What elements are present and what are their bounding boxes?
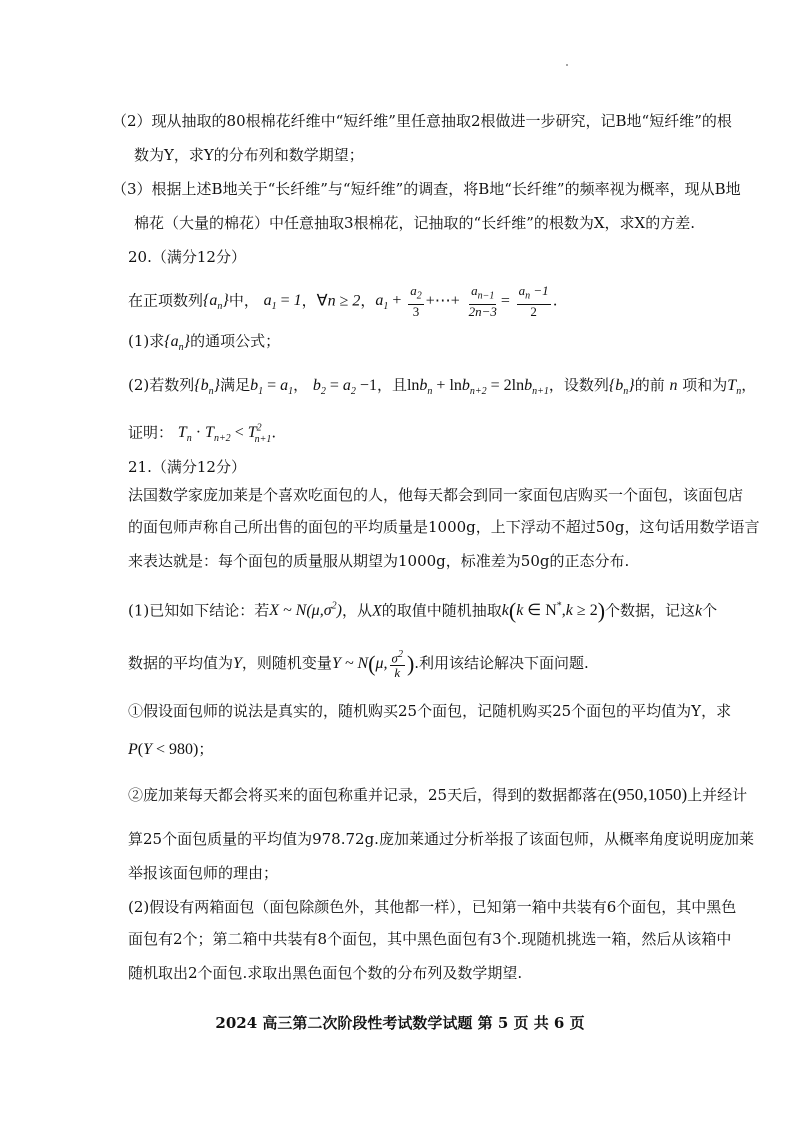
q20-part1-suffix: 的通项公式； bbox=[190, 332, 281, 350]
q20-header: 20.（满分12分） bbox=[128, 248, 246, 266]
q21-para1-line3: 来表达就是：每个面包的质量服从期望为1000g，标准差为50g的正态分布. bbox=[128, 552, 630, 570]
q20-intro-prefix: 在正项数列 bbox=[128, 291, 204, 310]
q21-c2-interval: (950,1050) bbox=[612, 785, 688, 804]
q20-intro: 在正项数列$\{a_n\}$中， $a_1 = 1$，∀n ≥ 2，$a_1$ + $\frac{a_2}{3}$ +⋯+ $\frac{a_{n-1}}{2n-3}$ = $\frac{a_n -1}{2}$ . bbox=[128, 283, 558, 319]
q20-part2-mid5: 项和为 bbox=[682, 376, 728, 394]
q21-p1-mid2: 的取值中随机抽取 bbox=[381, 601, 502, 620]
q21-p1-mid1: ，从 bbox=[341, 601, 372, 620]
q20-part1: (1)求$\{a_n\}$的通项公式； bbox=[128, 332, 281, 354]
q21-p2-line1: (2)假设有两箱面包（面包除颜色外，其他都一样），已知第一箱中共装有6个面包，其中黑色 bbox=[128, 898, 737, 916]
q21-p1-mid3: 个数据，记这 bbox=[605, 601, 696, 620]
q21-c1-line2-end: ； bbox=[198, 740, 214, 758]
q21-p1-line1: (1)已知如下结论：若X ~ $N(\mu,\sigma^2)$，从X的取值中随机抽取k(k ∈ N*,k ≥ 2)个数据，记这k个 bbox=[128, 598, 718, 624]
q20-part2: (2)若数列$\{b_n\}$满足$b_1 = a_1$， $b_2 = a_2 -1$，且lnb$_n$ + lnb$_{n+2}$ = 2lnb$_{n+1}$，设数列$\{b_n\}$的前 n 项和为$T_n$， bbox=[128, 376, 757, 398]
q21-p1b-prefix: 数据的平均值为 bbox=[128, 654, 234, 673]
q19-part2-line1: （2）现从抽取的80根棉花纤维中“短纤维”里任意抽取2根做进一步研究，记B地“短纤维”的根 bbox=[112, 112, 732, 130]
page-footer: 2024 高三第二次阶段性考试数学试题 第 5 页 共 6 页 bbox=[215, 1014, 585, 1032]
q19-part2-line2: 数为Y，求Y的分布列和数学期望； bbox=[134, 146, 364, 164]
q20-part2-mid3: ，设数列 bbox=[548, 376, 609, 394]
q19-part3-line2: 棉花（大量的棉花）中任意抽取3根棉花，记抽取的“长纤维”的根数为X，求X的方差. bbox=[134, 214, 696, 232]
q19-part3-line1: （3）根据上述B地关于“长纤维”与“短纤维”的调查，将B地“长纤维”的频率视为概率，现从B地 bbox=[112, 180, 741, 198]
q20-prove-label: 证明： bbox=[128, 423, 174, 442]
q20-part1-prefix: (1)求 bbox=[128, 332, 165, 350]
q21-c2-line2: 算25个面包质量的平均值为978.72g.庞加莱通过分析举报了该面包师，从概率角度说明庞加莱 bbox=[128, 830, 754, 848]
q20-part2-mid2: ，且 bbox=[376, 376, 407, 394]
scan-speck bbox=[566, 64, 568, 66]
q20-part2-mid1: 满足 bbox=[220, 376, 251, 394]
q21-c2-line1 bbox=[128, 784, 748, 806]
q21-para1-line2: 的面包师声称自己所出售的面包的平均质量是1000g，上下浮动不超过50g，这句话用数学语言 bbox=[128, 518, 760, 536]
q20-part2-prefix: (2)若数列 bbox=[128, 376, 195, 394]
q21-header: 21.（满分12分） bbox=[128, 458, 246, 476]
q21-p1b-end: .利用该结论解决下面问题. bbox=[414, 654, 589, 673]
q21-c2-line1-b: 上并经计 bbox=[687, 786, 748, 804]
q21-c2-line1-a: ②庞加莱每天都会将买来的面包称重并记录，25天后，得到的数据都落在 bbox=[128, 786, 613, 804]
q20-prove: 证明： $T_n \cdot T_{n+2} < T^2_{n+1}$. bbox=[128, 423, 277, 445]
q21-p1-prefix: (1)已知如下结论：若 bbox=[128, 601, 270, 620]
q21-c1-line1: ①假设面包师的说法是真实的，随机购买25个面包，记随机购买25个面包的平均值为Y，求 bbox=[128, 702, 732, 720]
q21-p1-end: 个 bbox=[702, 601, 718, 620]
q21-p2-line2: 面包有2个；第二箱中共装有8个面包，其中黑色面包有3个.现随机挑选一箱，然后从该箱中 bbox=[128, 930, 732, 948]
q21-p1b-mid: ，则随机变量 bbox=[241, 654, 332, 673]
q21-p2-line3: 随机取出2个面包.求取出黑色面包个数的分布列及数学期望. bbox=[128, 964, 523, 982]
q21-para1-line1: 法国数学家庞加莱是个喜欢吃面包的人，他每天都会到同一家面包店购买一个面包，该面包店 bbox=[128, 486, 744, 504]
q20-intro-mid: 中， bbox=[228, 291, 259, 310]
q21-c1-line2: P(Y < 980)； bbox=[128, 740, 214, 758]
q20-part2-mid4: 的前 bbox=[634, 376, 665, 394]
q21-c2-line3: 举报该面包师的理由； bbox=[128, 864, 279, 882]
q20-part2-end: ， bbox=[741, 376, 757, 394]
q21-p1-line2: 数据的平均值为Y，则随机变量Y ~ N(μ, $\frac{\sigma^2}{k}$ ).利用该结论解决下面问题. bbox=[128, 649, 589, 681]
